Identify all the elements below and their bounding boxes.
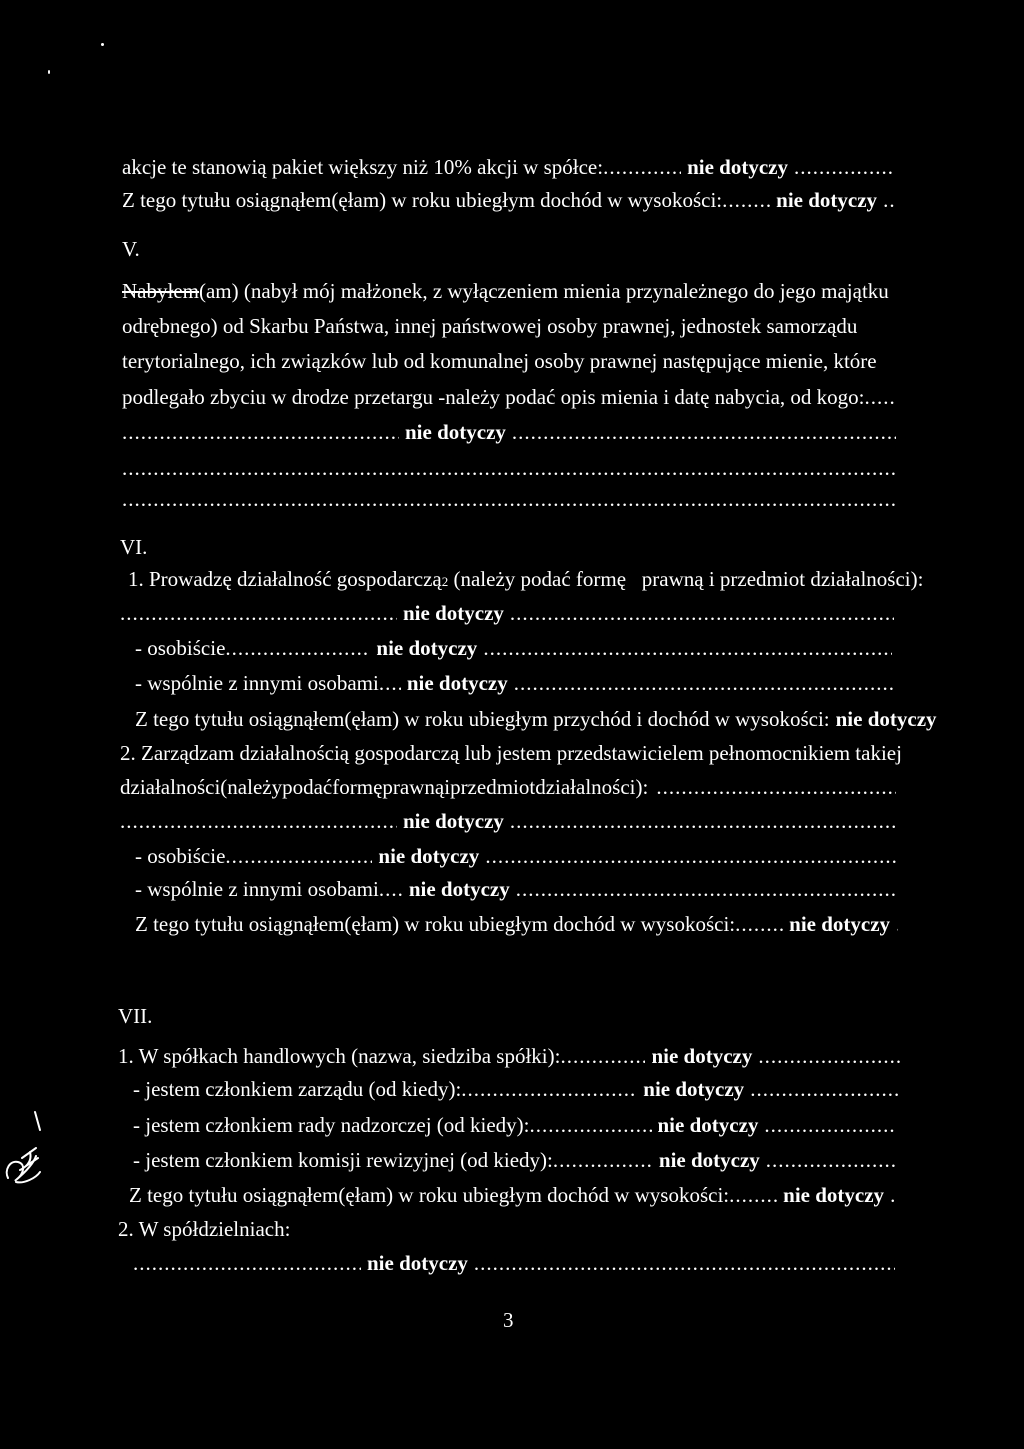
answer-value: nie dotyczy	[657, 1113, 759, 1137]
word: (należy	[220, 775, 283, 799]
dot-leader	[516, 876, 897, 902]
section-vii-heading: VII.	[118, 1004, 153, 1028]
answer-line	[120, 600, 894, 626]
answer-value: nie dotyczy	[687, 155, 788, 179]
section-v-heading: V.	[122, 237, 140, 261]
dot-leader	[530, 1112, 652, 1138]
rada-label: - jestem członkiem rady nadzorczej (od kiedy):	[133, 1113, 530, 1137]
dot-leader	[794, 154, 894, 180]
paragraph-text: terytorialnego, ich związków lub od komunalnej osoby prawnej następujące mienie, które	[122, 349, 877, 373]
answer-line	[133, 1250, 895, 1276]
zarzad-label: - jestem członkiem zarządu (od kiedy):	[133, 1077, 462, 1101]
paragraph-text: podlegało zbyciu w drodze przetargu -należy podać opis mienia i datę nabycia, od kogo:	[122, 385, 865, 409]
dot-leader	[485, 843, 896, 869]
dot-leader	[890, 1182, 894, 1208]
dot-leader	[553, 1147, 653, 1173]
word: formę	[332, 775, 383, 799]
dot-leader	[474, 1250, 895, 1276]
dot-leader	[865, 384, 896, 410]
dot-leader	[483, 635, 892, 661]
dot-leader	[750, 1076, 901, 1102]
dot-leader	[122, 455, 896, 481]
section-vii-item1	[118, 1043, 901, 1069]
dot-leader	[510, 600, 894, 626]
section-v-paragraph-line	[122, 384, 896, 410]
income-label: (ęłam) w roku ubiegłym dochód w wysokości:	[344, 912, 736, 936]
dot-leader	[120, 600, 397, 626]
word: działalności):	[535, 775, 649, 799]
answer-value: nie dotyczy	[403, 809, 504, 833]
item2-words	[120, 774, 648, 800]
dot-leader	[225, 843, 372, 869]
wspolnie-line	[135, 670, 895, 696]
shares-label: akcje te stanowią pakiet większy niż 10% akcji w spółce:	[122, 155, 604, 179]
answer-value: nie dotyczy	[406, 671, 508, 695]
scan-speck	[48, 70, 50, 74]
item1-label: 1. W spółkach handlowych (nazwa, siedziba spółki):	[118, 1044, 561, 1068]
signature-initials	[2, 1108, 44, 1188]
answer-value: nie dotyczy	[789, 912, 891, 936]
answer-value: nie dotyczy	[651, 1044, 753, 1068]
dot-leader	[379, 876, 403, 902]
item2-text: 2. Zarządzam działalnością gospodarczą lub jestem przedstawicielem pełnomocnikiem takiej	[120, 741, 902, 765]
dot-leader	[122, 419, 399, 445]
osobiscie-line	[135, 843, 896, 869]
komisja-label: - jestem członkiem komisji rewizyjnej (od kiedy):	[133, 1148, 553, 1172]
shares-line	[122, 154, 894, 180]
paragraph-text: (am) (nabył mój małżonek, z wyłączeniem mienia przynależnego do jego majątku	[198, 279, 889, 303]
answer-value: nie dotyczy	[835, 707, 937, 731]
income-label-a: Z tego tytułu osiągnąłem	[129, 1183, 339, 1207]
answer-value: nie dotyczy	[658, 1148, 760, 1172]
osobiscie-label: - osobiście	[135, 636, 226, 660]
answer-value: nie dotyczy	[367, 1251, 468, 1275]
answer-value: nie dotyczy	[408, 877, 510, 901]
section-v-paragraph-line	[122, 348, 896, 374]
income-label-a: Z tego tytułu osiągnąłem	[135, 912, 345, 936]
shares-income-line	[122, 187, 895, 213]
dot-leader	[461, 1076, 637, 1102]
income-line	[135, 706, 937, 732]
word: działalności	[120, 775, 221, 799]
answer-value: nie dotyczy	[403, 601, 504, 625]
answer-value: nie dotyczy	[378, 844, 480, 868]
dot-leader	[512, 419, 896, 445]
rada-line	[133, 1112, 895, 1138]
word: i	[444, 775, 451, 799]
item2-label: 2. W spółdzielniach:	[118, 1217, 291, 1241]
section-v-paragraph-line	[122, 313, 896, 339]
answer-value: nie dotyczy	[405, 420, 506, 444]
dot-leader	[379, 670, 401, 696]
dot-leader	[122, 486, 896, 512]
section-v-paragraph-line	[122, 278, 896, 304]
income-label-a: Z tego tytułu osiągnąłem	[122, 188, 332, 212]
wspolnie-label: - wspólnie z innymi osobami	[135, 671, 379, 695]
footnote-mark: 2	[441, 574, 449, 589]
income-line	[135, 911, 898, 937]
section-v-answer-line	[122, 419, 896, 445]
dot-leader	[560, 1043, 645, 1069]
dot-leader	[764, 1112, 895, 1138]
section-vi-item2-l1	[120, 740, 902, 766]
section-vi-item1	[128, 566, 924, 595]
blank-dotted-line	[122, 486, 896, 512]
word: prawną	[382, 775, 445, 799]
dot-leader	[883, 187, 895, 213]
scan-speck	[101, 43, 104, 46]
dot-leader	[603, 154, 681, 180]
dot-leader	[729, 1182, 777, 1208]
paragraph-text: odrębnego) od Skarbu Państwa, innej państwowej osoby prawnej, jednostek samorządu	[122, 314, 858, 338]
dot-leader	[735, 911, 783, 937]
answer-value: nie dotyczy	[776, 188, 878, 212]
wspolnie-label: - wspólnie z innymi osobami	[135, 877, 379, 901]
dot-leader	[225, 635, 370, 661]
section-vi-item2-l2	[120, 774, 896, 800]
dot-leader	[896, 911, 898, 937]
osobiscie-label: - osobiście	[135, 844, 226, 868]
dot-leader	[514, 670, 895, 696]
page-number: 3	[503, 1308, 514, 1332]
word: przedmiot	[450, 775, 536, 799]
section-vi-heading: VI.	[120, 535, 148, 559]
dot-leader	[758, 1043, 901, 1069]
income-label: (ęłam) w roku ubiegłym przychód i dochód w wysokości:	[344, 707, 830, 731]
dot-leader	[133, 1250, 361, 1276]
dot-leader	[766, 1147, 897, 1173]
income-line	[129, 1182, 894, 1208]
income-label: (ęłam) w roku ubiegłym dochód w wysokości:	[338, 1183, 730, 1207]
item1-rest: (należy podać formę prawną i przedmiot działalności):	[448, 567, 924, 591]
dot-leader	[656, 774, 896, 800]
osobiscie-line	[135, 635, 892, 661]
struck-word: Nabyłem	[122, 279, 199, 303]
komisja-line	[133, 1147, 897, 1173]
item1-label: 1. Prowadzę działalność gospodarczą	[128, 567, 442, 591]
income-label-b: (ęłam) w roku ubiegłym dochód w wysokości:	[331, 188, 723, 212]
answer-line	[120, 808, 896, 834]
word: podać	[282, 775, 333, 799]
wspolnie-line	[135, 876, 897, 902]
struck-word: Z tego tytułu osiągnąłem	[135, 707, 345, 731]
blank-dotted-line	[122, 455, 896, 481]
dot-leader	[510, 808, 896, 834]
answer-value: nie dotyczy	[376, 636, 478, 660]
answer-value: nie dotyczy	[643, 1077, 745, 1101]
section-vii-item2	[118, 1216, 290, 1242]
answer-value: nie dotyczy	[783, 1183, 885, 1207]
dot-leader	[120, 808, 397, 834]
dot-leader	[722, 187, 770, 213]
zarzad-line	[133, 1076, 901, 1102]
